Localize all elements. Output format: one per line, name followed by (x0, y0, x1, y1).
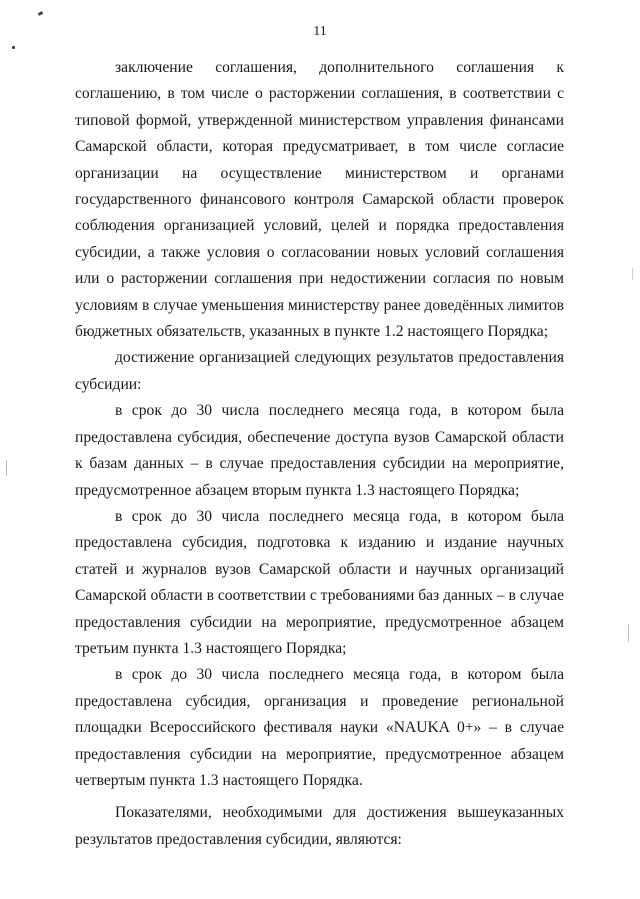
paragraph: в срок до 30 числа последнего месяца года, в котором была предоставлена субсидия, организация и проведение региональной площадки Всероссийского фестиваля науки «NAUKA 0+» – в случае предоставления субсидии на мероприятие, предусмотренное абзацем четвертым пункта 1.3 настоящего Порядка. (75, 666, 564, 789)
scan-edge-line (6, 460, 7, 476)
scan-edge-line (628, 624, 629, 642)
paragraph: в срок до 30 числа последнего месяца года, в котором была предоставлена субсидия, обеспечение доступа вузов Самарской области к базам данных – в случае предоставления субсидии на мероприятие, предусмотренное абзацем вторым пункта 1.3 настоящего Порядка; (75, 402, 564, 499)
document-body (75, 55, 564, 853)
paragraph: заключение соглашения, дополнительного соглашения к соглашению, в том числе о расторжении соглашения, в соответствии с типовой формой, утвержденной министерством управления финансами Самарской области, которая предусматривает, в том числе согласие организации на осуществление министерством и органами государственного финансового контроля Самарской области проверок соблюдения организацией условий, целей и порядка предоставления субсидии, а также условия о согласовании новых условий соглашения или о расторжении соглашения при недостижении согласия по новым условиям в случае уменьшения министерству ранее доведённых лимитов бюджетных обязательств, указанных в пункте 1.2 настоящего Порядка; (75, 59, 564, 341)
scan-artifact-dot (12, 46, 15, 49)
paragraph: достижение организацией следующих результатов предоставления субсидии: (75, 349, 564, 393)
scan-artifact-mark (38, 11, 44, 16)
paragraph: Показателями, необходимыми для достижения вышеуказанных результатов предоставления субсидии, являются: (75, 804, 564, 848)
paragraph: в срок до 30 числа последнего месяца года, в котором была предоставлена субсидия, подготовка к изданию и издание научных статей и журналов вузов Самарской области и научных организаций Самарской области в соответствии с требованиями баз данных – в случае предоставления субсидии на мероприятие, предусмотренное абзацем третьим пункта 1.3 настоящего Порядка; (75, 507, 564, 657)
scan-edge-line (632, 268, 633, 280)
page-number: 11 (313, 24, 327, 39)
